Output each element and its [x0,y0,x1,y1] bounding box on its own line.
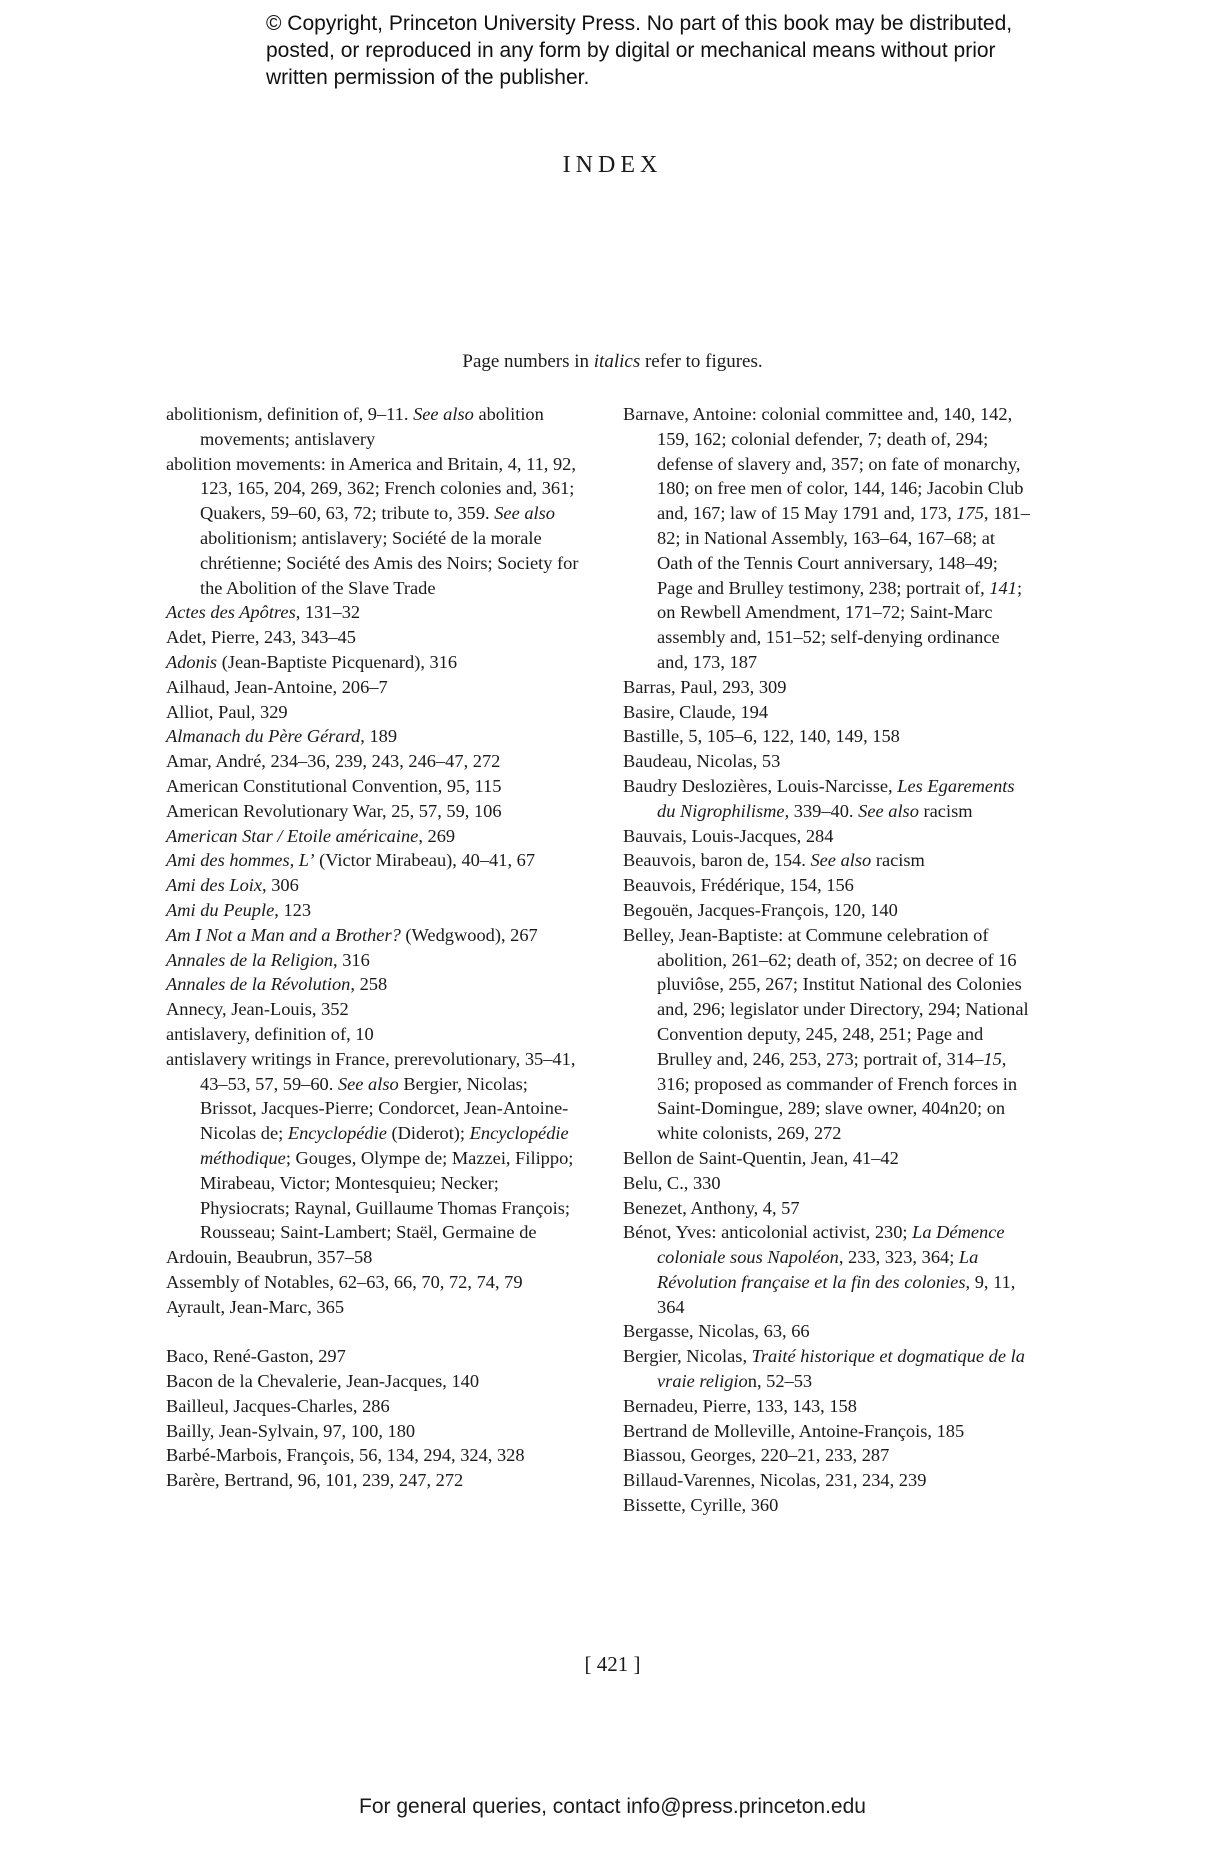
entry-text: , 269 [418,825,456,846]
entry-italic-text: Encyclopédie méthodique [200,1123,569,1168]
index-column-left [166,402,586,1493]
index-entry [623,873,1035,898]
page-number: [ 421 ] [584,1652,641,1676]
index-entry [166,1245,586,1270]
entry-italic-text: Adonis [166,651,218,672]
entry-text: , 306 [262,875,299,896]
entry-text: Bauvais, Louis-Jacques, 284 [623,825,834,846]
entry-text: , 123 [274,899,312,920]
index-entry [623,724,1035,749]
entry-text: n, 52–53 [747,1371,813,1392]
index-entry [166,1022,586,1047]
index-entry [623,675,1035,700]
italics-note-before: Page numbers in [462,351,594,372]
entry-text: Beauvois, baron de, 154. [623,850,811,871]
index-entry [623,1220,1035,1319]
italics-note-after: refer to figures. [640,351,763,372]
italics-note-italic: italics [593,351,641,372]
index-entry [166,948,586,973]
entry-text: Bertrand de Molleville, Antoine-François, 185 [623,1420,965,1441]
entry-text: , 316 [333,949,370,970]
entry-text: , 233, 323, 364; [838,1247,959,1268]
entry-italic-text: Ami des hommes, L’ [166,850,315,871]
index-entry [623,824,1035,849]
index-entry [623,1468,1035,1493]
entry-text: Belu, C., 330 [623,1172,721,1193]
index-entry [623,1146,1035,1171]
entry-text: Alliot, Paul, 329 [166,701,288,722]
entry-text: (Wedgwood), 267 [400,924,538,945]
entry-text: Bailly, Jean-Sylvain, 97, 100, 180 [166,1420,416,1441]
index-entry [166,650,586,675]
entry-italic-text: La Révolution française et la fin des colonies [657,1247,979,1292]
entry-text: abolitionism; antislavery; Société de la morale chrétienne; Société des Amis des Noirs; Society for the Abolition of the Slave Trade [200,527,579,598]
entry-text: Biassou, Georges, 220–21, 233, 287 [623,1445,890,1466]
entry-italic-text: See also [810,850,872,871]
entry-text: Ardouin, Beaubrun, 357–58 [166,1247,373,1268]
index-entry [623,848,1035,873]
entry-italic-text: 15 [983,1048,1002,1069]
index-entry [166,402,586,452]
entry-text: Bergier, Nicolas; Brissot, Jacques-Pierre; Condorcet, Jean-Antoine-Nicolas de; [200,1073,569,1144]
entry-italic-text: Am I Not a Man and a Brother? [166,924,401,945]
entry-text: racism [871,850,925,871]
index-entry [166,1047,586,1245]
entry-text: Bastille, 5, 105–6, 122, 140, 149, 158 [623,726,900,747]
entry-text: Ayrault, Jean-Marc, 365 [166,1296,345,1317]
index-entry [166,1369,586,1394]
entry-text: Bénot, Yves: anticolonial activist, 230; [623,1222,913,1243]
index-entry [623,402,1035,675]
entry-text: Baco, René-Gaston, 297 [166,1346,346,1367]
index-entry [166,675,586,700]
entry-text: Annecy, Jean-Louis, 352 [166,999,349,1020]
entry-text: Benezet, Anthony, 4, 57 [623,1197,800,1218]
entry-text: , 181–82; in National Assembly, 163–64, 167–68; at Oath of the Tennis Court anniversary, 148–49; Page and Brulley testimony, 238; portrait of, [657,503,1030,598]
entry-italic-text: Les Egarements du Nigrophilisme [657,775,1015,821]
entry-italic-text: Ami des Loix [166,875,263,896]
entry-text: Begouën, Jacques-François, 120, 140 [623,899,898,920]
entry-text: , 316; proposed as commander of French forces in Saint-Domingue, 289; slave owner, 404n20; on white colonists, 269, 272 [657,1048,1018,1144]
index-entry [166,873,586,898]
index-entry [623,1196,1035,1221]
entry-text: (Diderot); [386,1123,470,1144]
index-entry [166,1468,586,1493]
entry-text: Assembly of Notables, 62–63, 66, 70, 72, 74, 79 [166,1271,523,1292]
index-entry [623,1394,1035,1419]
entry-text: abolition movements: in America and Britain, 4, 11, 92, 123, 165, 204, 269, 362; French colonies and, 361; Quakers, 59–60, 63, 72; tribute to, 359. [166,453,576,524]
index-entry [166,997,586,1022]
entry-italic-text: See also [858,800,919,821]
index-entry [166,1270,586,1295]
entry-italic-text: Almanach du Père Gérard [166,726,361,747]
index-entry [623,923,1035,1146]
index-entry [166,824,586,849]
entry-italic-text: La Démence coloniale sous Napoléon [657,1222,1005,1268]
page-title: INDEX [562,152,663,178]
entry-italic-text: See also [494,503,555,524]
index-entry [623,898,1035,923]
index-entry [166,749,586,774]
entry-text: Bacon de la Chevalerie, Jean-Jacques, 140 [166,1371,480,1392]
index-entry [166,972,586,997]
entry-text: antislavery, definition of, 10 [166,1023,374,1044]
entry-text: Barbé-Marbois, François, 56, 134, 294, 324, 328 [166,1445,525,1466]
index-entry [166,799,586,824]
index-entry [166,1443,586,1468]
entry-italic-text: See also [413,404,474,424]
index-entry [166,700,586,725]
entry-text: American Constitutional Convention, 95, 115 [166,775,502,796]
entry-text: , 258 [350,974,388,995]
entry-text: Barras, Paul, 293, 309 [623,676,787,697]
entry-text: Baudry Deslozières, Louis-Narcisse, [623,775,898,796]
entry-italic-text: Encyclopédie [287,1123,387,1144]
entry-italic-text: Annales de la Révolution [166,974,351,995]
entry-italic-text: Annales de la Religion [166,949,334,970]
entry-text: Baudeau, Nicolas, 53 [623,751,781,772]
index-entry [623,1419,1035,1444]
index-entry [166,625,586,650]
letter-group-spacer [166,1319,586,1344]
index-entry [166,600,586,625]
entry-text: , 189 [360,726,398,747]
index-entry [623,1171,1035,1196]
index-entry [166,848,586,873]
entry-text: Barnave, Antoine: colonial committee and, 140, 142, 159, 162; colonial defender, 7; death of, 294; defense of slavery and, 357; on fate of monarchy, 180; on free men of color, 144, 146; Jacobin Club and, 167; law of 15 May 1791 and, 173, [623,404,1024,524]
index-entry [166,1394,586,1419]
entry-text: , 339–40. [784,800,859,821]
entry-text: Ailhaud, Jean-Antoine, 206–7 [166,676,388,697]
index-column-right [623,402,1035,1518]
entry-text: abolitionism, definition of, 9–11. [166,404,414,424]
index-entry [623,774,1035,824]
footer-contact: For general queries, contact info@press.princeton.edu [359,1795,866,1818]
entry-text: Bellon de Saint-Quentin, Jean, 41–42 [623,1147,899,1168]
entry-text: (Jean-Baptiste Picquenard), 316 [217,651,458,672]
entry-italic-text: American Star / Etoile américaine [166,825,419,846]
entry-text: , 9, 11, 364 [657,1271,1016,1317]
entry-italic-text: See also [337,1073,399,1094]
entry-text: ; Gouges, Olympe de; Mazzei, Filippo; Mirabeau, Victor; Montesquieu; Necker; Physiocrats; Raynal, Guillaume Thomas François; Rousseau; Saint-Lambert; Staël, Germaine de [200,1147,574,1243]
index-entry [166,1419,586,1444]
entry-text: Bailleul, Jacques-Charles, 286 [166,1395,390,1416]
index-entry [623,1493,1035,1518]
entry-text: Amar, André, 234–36, 239, 243, 246–47, 272 [166,751,501,772]
entry-text: abolition movements; antislavery [200,404,544,449]
entry-italic-text: 141 [989,577,1017,598]
index-entry [166,452,586,601]
index-entry [166,724,586,749]
index-entry [623,1443,1035,1468]
entry-text: Billaud-Varennes, Nicolas, 231, 234, 239 [623,1470,927,1491]
entry-text: , 131–32 [295,602,361,623]
index-entry [166,1295,586,1320]
entry-text: Basire, Claude, 194 [623,701,769,722]
entry-text: Bergier, Nicolas, [623,1346,752,1367]
entry-italic-text: 175 [956,503,984,524]
entry-text: American Revolutionary War, 25, 57, 59, 106 [166,800,502,821]
entry-italic-text: Actes des Apôtres [166,602,296,623]
index-entry [166,1344,586,1369]
index-entry [623,700,1035,725]
entry-text: Belley, Jean-Baptiste: at Commune celebration of abolition, 261–62; death of, 352; on decree of 16 pluviôse, 255, 267; Institut National des Colonies and, 296; legislator under Directory, 294; National Convention deputy, 245, 248, 251; Page and Brulley and, 246, 253, 273; portrait of, 314– [623,924,1029,1069]
copyright-notice: © Copyright, Princeton University Press. No part of this book may be distributed, posted, or reproduced in any form by digital or mechanical means without prior written permission of the publisher. [266,12,1013,89]
entry-text: Bernadeu, Pierre, 133, 143, 158 [623,1395,857,1416]
index-entry [166,898,586,923]
entry-italic-text: Traité historique et dogmatique de la vraie religio [657,1346,1025,1392]
entry-text: Adet, Pierre, 243, 343–45 [166,627,357,648]
entry-text: (Victor Mirabeau), 40–41, 67 [314,850,536,871]
italics-note [0,351,1225,373]
index-entry [623,749,1035,774]
entry-text: antislavery writings in France, prerevolutionary, 35–41, 43–53, 57, 59–60. [166,1048,576,1094]
entry-italic-text: Ami du Peuple [166,899,275,920]
entry-text: Beauvois, Frédérique, 154, 156 [623,875,854,896]
entry-text: ; on Rewbell Amendment, 171–72; Saint-Marc assembly and, 151–52; self-denying ordinance and, 173, 187 [657,577,1023,672]
entry-text: Bergasse, Nicolas, 63, 66 [623,1321,810,1342]
index-entry [623,1319,1035,1344]
entry-text: Bissette, Cyrille, 360 [623,1495,779,1516]
entry-text: racism [918,800,973,821]
index-entry [166,923,586,948]
index-entry [623,1344,1035,1394]
entry-text: Barère, Bertrand, 96, 101, 239, 247, 272 [166,1470,464,1491]
index-entry [166,774,586,799]
